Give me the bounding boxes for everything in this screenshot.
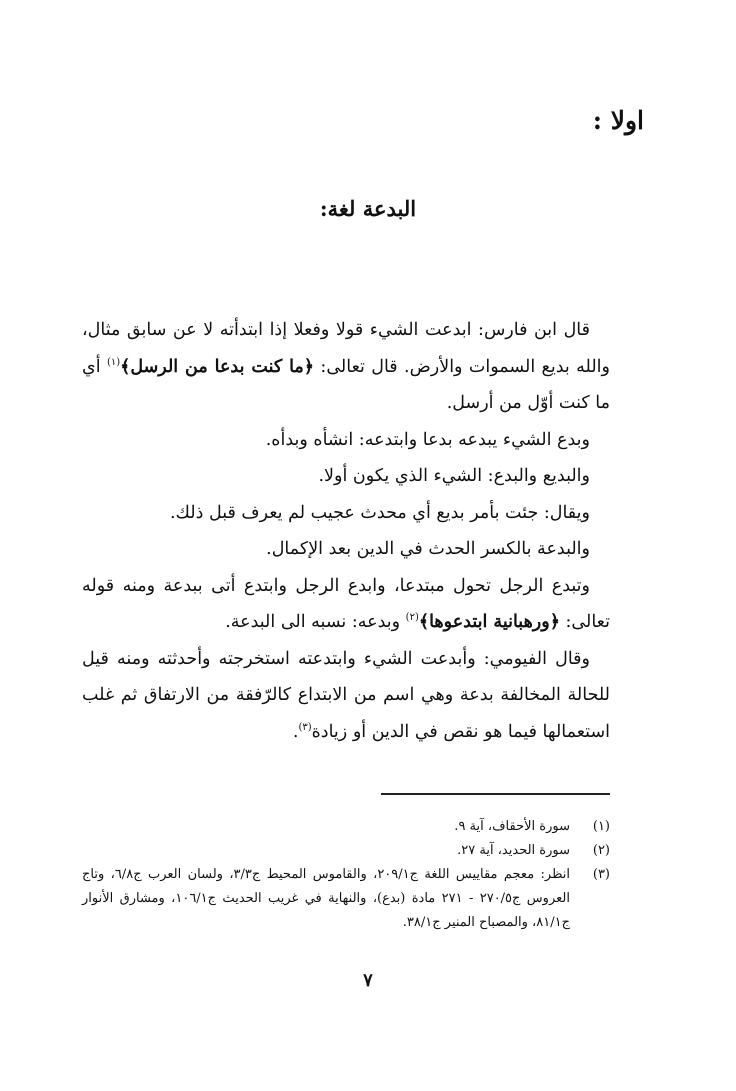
body-text <box>82 312 610 750</box>
footnote-number: (١) <box>592 819 610 834</box>
paragraph-tail: أي ما كنت أوّل من أرسل. <box>82 356 610 413</box>
footnote-text: سورة الحديد، آية ٢٧. <box>457 843 570 858</box>
paragraph-bidah-kasr: والبدعة بالكسر الحدث في الدين بعد الإكمال. <box>266 539 590 559</box>
footnote-number: (٢) <box>592 843 610 858</box>
footnote-ref: (١) <box>106 356 121 368</box>
footnote-ref: (٢) <box>405 612 419 624</box>
paragraph-tail: . <box>292 721 299 742</box>
quran-quote: ﴿ما كنت بدعا من الرسل﴾ <box>120 356 315 377</box>
subsection-heading: البدعة لغة: <box>319 196 417 221</box>
paragraph-ibn-faris <box>82 312 610 422</box>
paragraph-text: قال ابن فارس: ابدعت الشيء قولا وفعلا إذا ابتدأته لا عن سابق مثال، والله بديع السموات والأرض. قال تعالى: <box>82 320 610 377</box>
footnote <box>82 863 610 935</box>
footnote-text: انظر: معجم مقاييس اللغة ج٢٠٩/١، والقاموس المحيط ج٣/٣، ولسان العرب ج٦/٨، وتاج العروس ج٢٧٠/٥ - ٢٧١ مادة (بدع)، والنهاية في غريب الحديث ج١٠٦/١، ومشارق الأنوار ج٨١/١، والمصباح المنير ج٣٨/١. <box>82 867 570 930</box>
footnote <box>82 839 610 863</box>
quran-quote: ﴿ورهبانية ابتدعوها﴾ <box>418 612 560 632</box>
paragraph-bada: وبدع الشيء يبدعه بدعا وابتدعه: انشأه وبدأه. <box>265 429 590 450</box>
page-number: ٧ <box>363 970 373 991</box>
paragraph-text: وقال الفيومي: وأبدعت الشيء وابتدعته استخرجته وأحدثته ومنه قيل للحالة المخالفة بدعة وهي اسم من الابتداع كالرّفقة من الارتفاق ثم غلب استعمالها فيما هو نقص في الدين أو زيادة <box>82 648 610 742</box>
section-heading: اولا : <box>592 106 644 135</box>
paragraph-badi: والبديع والبدع: الشيء الذي يكون أولا. <box>318 466 590 486</box>
footnote-divider <box>381 793 610 795</box>
paragraph-tail: وبدعه: نسبه الى البدعة. <box>225 612 406 632</box>
paragraph-tabadda <box>82 568 610 641</box>
paragraph-fayyumi <box>82 641 610 751</box>
footnotes <box>82 815 610 935</box>
footnote-number: (٣) <box>592 867 610 882</box>
footnote <box>82 815 610 839</box>
paragraph-text: وتبدع الرجل تحول مبتدعا، وابدع الرجل وابتدع أتى ببدعة ومنه قوله تعالى: <box>82 575 610 632</box>
footnote-text: سورة الأحقاف، آية ٩. <box>454 819 570 834</box>
footnote-ref: (٣) <box>298 721 312 733</box>
paragraph-yuqal: ويقال: جئت بأمر بديع أي محدث عجيب لم يعرف قبل ذلك. <box>169 502 590 523</box>
